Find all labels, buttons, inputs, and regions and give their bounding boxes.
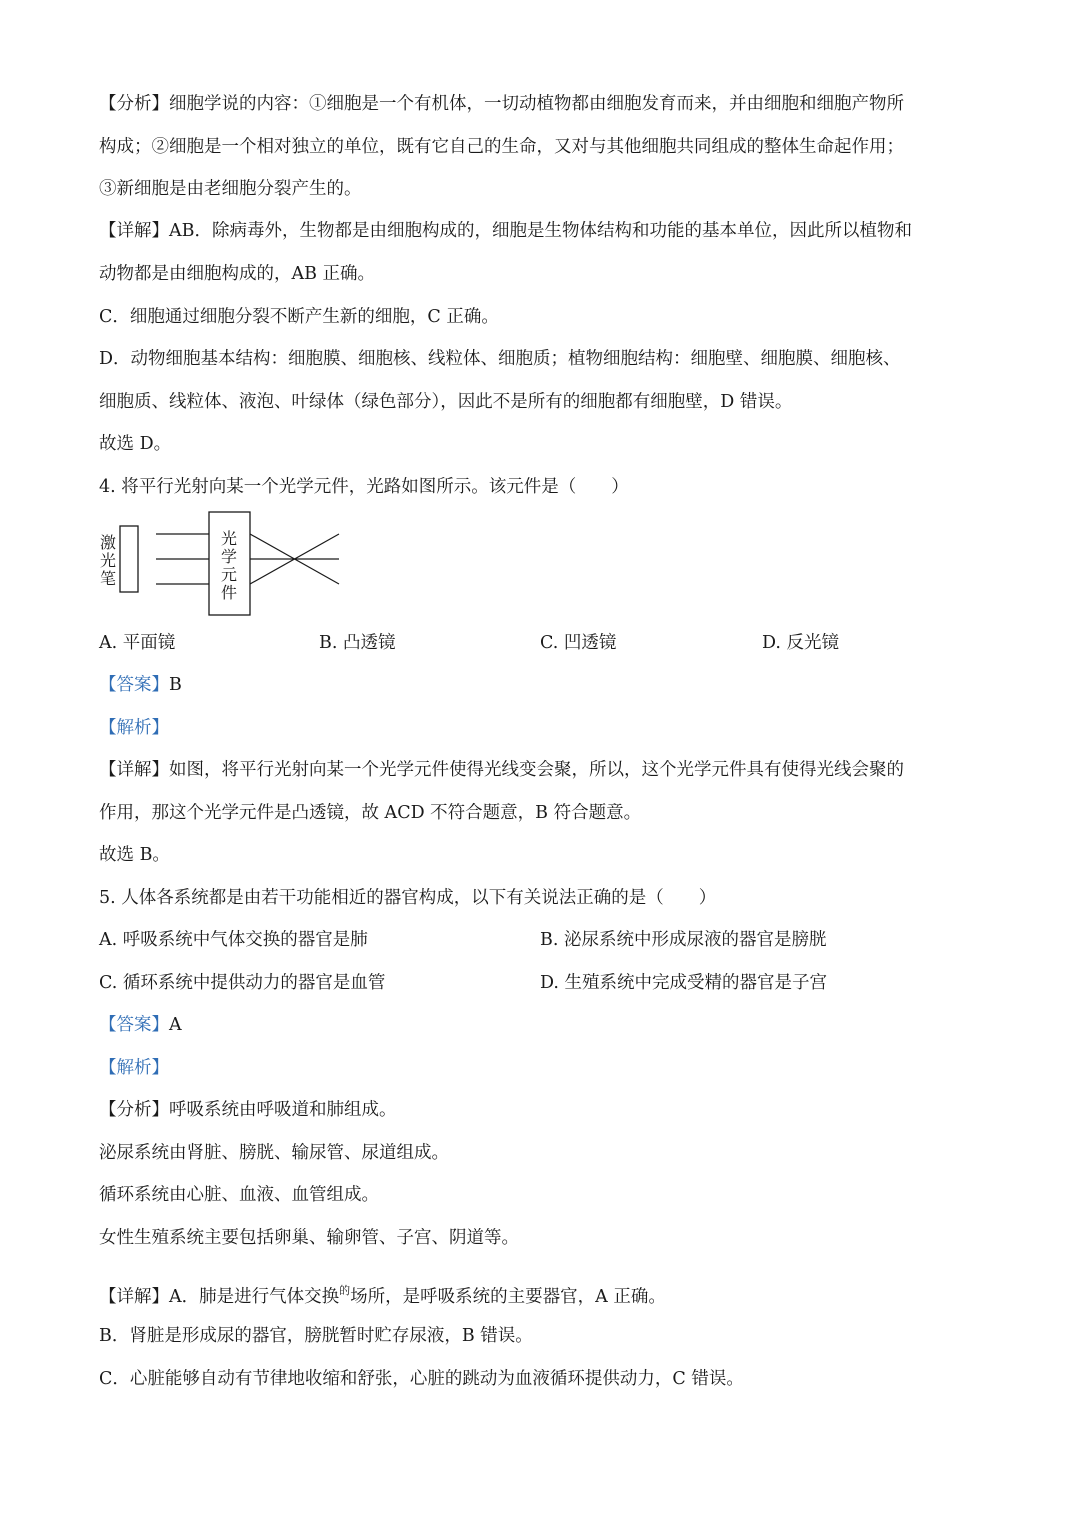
analysis-label: 【分析】 xyxy=(99,94,169,114)
conclusion: 故选 D。 xyxy=(99,434,172,454)
question-stem: 4. 将平行光射向某一个光学元件，光路如图所示。该元件是（ ） xyxy=(99,477,629,497)
detail-line: 动物都是由细胞构成的，AB 正确。 xyxy=(99,264,376,284)
detail-line: 【详解】A．肺是进行气体交换$^的$场所，是呼吸系统的主要器官，A 正确。 xyxy=(99,1284,666,1307)
analysis-line: ③新细胞是由老细胞分裂产生的。 xyxy=(99,179,362,199)
laser-label-char: 光 xyxy=(100,551,117,570)
laser-label-char: 笔 xyxy=(100,569,117,588)
option-b: B. 凸透镜 xyxy=(319,633,396,653)
element-label-char: 光 xyxy=(221,529,238,548)
detail-line: C．心脏能够自动有节律地收缩和舒张，心脏的跳动为血液循环提供动力，C 错误。 xyxy=(99,1369,744,1389)
analysis-line: 【分析】呼吸系统由呼吸道和肺组成。 xyxy=(99,1100,397,1120)
answer-label: 【答案】 xyxy=(99,1015,169,1035)
analysis-label: 【分析】 xyxy=(99,1100,169,1120)
explain-label: 【解析】 xyxy=(99,718,169,738)
analysis-line: 循环系统由心脏、血液、血管组成。 xyxy=(99,1185,379,1205)
option-a: A. 平面镜 xyxy=(99,633,176,653)
detail-line: B．肾脏是形成尿的器官，膀胱暂时贮存尿液，B 错误。 xyxy=(99,1326,533,1346)
superscript-char: 的 xyxy=(339,1284,351,1297)
answer-value: B xyxy=(169,675,182,695)
detail-line: 细胞质、线粒体、液泡、叶绿体（绿色部分），因此不是所有的细胞都有细胞壁，D 错误。 xyxy=(99,392,793,412)
element-label-char: 元 xyxy=(221,565,238,584)
option-c: C. 循环系统中提供动力的器官是血管 xyxy=(99,973,386,993)
question-stem: 5. 人体各系统都是由若干功能相近的器官构成，以下有关说法正确的是（ ） xyxy=(99,888,717,908)
element-label-char: 件 xyxy=(221,583,238,602)
analysis-line: 【分析】细胞学说的内容：①细胞是一个有机体，一切动植物都由细胞发育而来，并由细胞和细胞产物所 xyxy=(99,94,904,114)
answer-value: A xyxy=(169,1015,182,1035)
detail-line: 【详解】AB．除病毒外，生物都是由细胞构成的，细胞是生物体结构和功能的基本单位，因此所以植物和 xyxy=(99,221,912,241)
element-label-char: 学 xyxy=(221,547,238,566)
analysis-line: 构成；②细胞是一个相对独立的单位，既有它自己的生命，又对与其他细胞共同组成的整体生命起作用； xyxy=(99,137,904,157)
explain-label: 【解析】 xyxy=(99,1058,169,1078)
optics-diagram xyxy=(96,508,356,620)
option-a: A. 呼吸系统中气体交换的器官是肺 xyxy=(99,930,368,950)
analysis-line: 泌尿系统由肾脏、膀胱、输尿管、尿道组成。 xyxy=(99,1143,449,1163)
detail-label: 【详解】 xyxy=(99,1287,169,1307)
detail-line: C．细胞通过细胞分裂不断产生新的细胞，C 正确。 xyxy=(99,307,499,327)
detail-label: 【详解】 xyxy=(99,221,169,241)
option-d: D. 生殖系统中完成受精的器官是子宫 xyxy=(540,973,828,993)
detail-line: 作用，那这个光学元件是凸透镜，故 ACD 不符合题意，B 符合题意。 xyxy=(99,803,642,823)
option-c: C. 凹透镜 xyxy=(540,633,617,653)
laser-label-char: 激 xyxy=(100,533,117,552)
option-b: B. 泌尿系统中形成尿液的器官是膀胱 xyxy=(540,930,827,950)
answer-label: 【答案】 xyxy=(99,675,169,695)
detail-line: 【详解】如图，将平行光射向某一个光学元件使得光线变会聚，所以，这个光学元件具有使得光线会聚的 xyxy=(99,760,904,780)
answer-line xyxy=(99,1013,182,1037)
option-d: D. 反光镜 xyxy=(762,633,840,653)
detail-label: 【详解】 xyxy=(99,760,169,780)
laser-pen-body xyxy=(120,526,138,592)
conclusion: 故选 B。 xyxy=(99,845,170,865)
detail-line: D．动物细胞基本结构：细胞膜、细胞核、线粒体、细胞质；植物细胞结构：细胞壁、细胞膜、细胞核、 xyxy=(99,349,901,369)
analysis-line: 女性生殖系统主要包括卵巢、输卵管、子宫、阴道等。 xyxy=(99,1228,519,1248)
answer-line xyxy=(99,673,182,697)
